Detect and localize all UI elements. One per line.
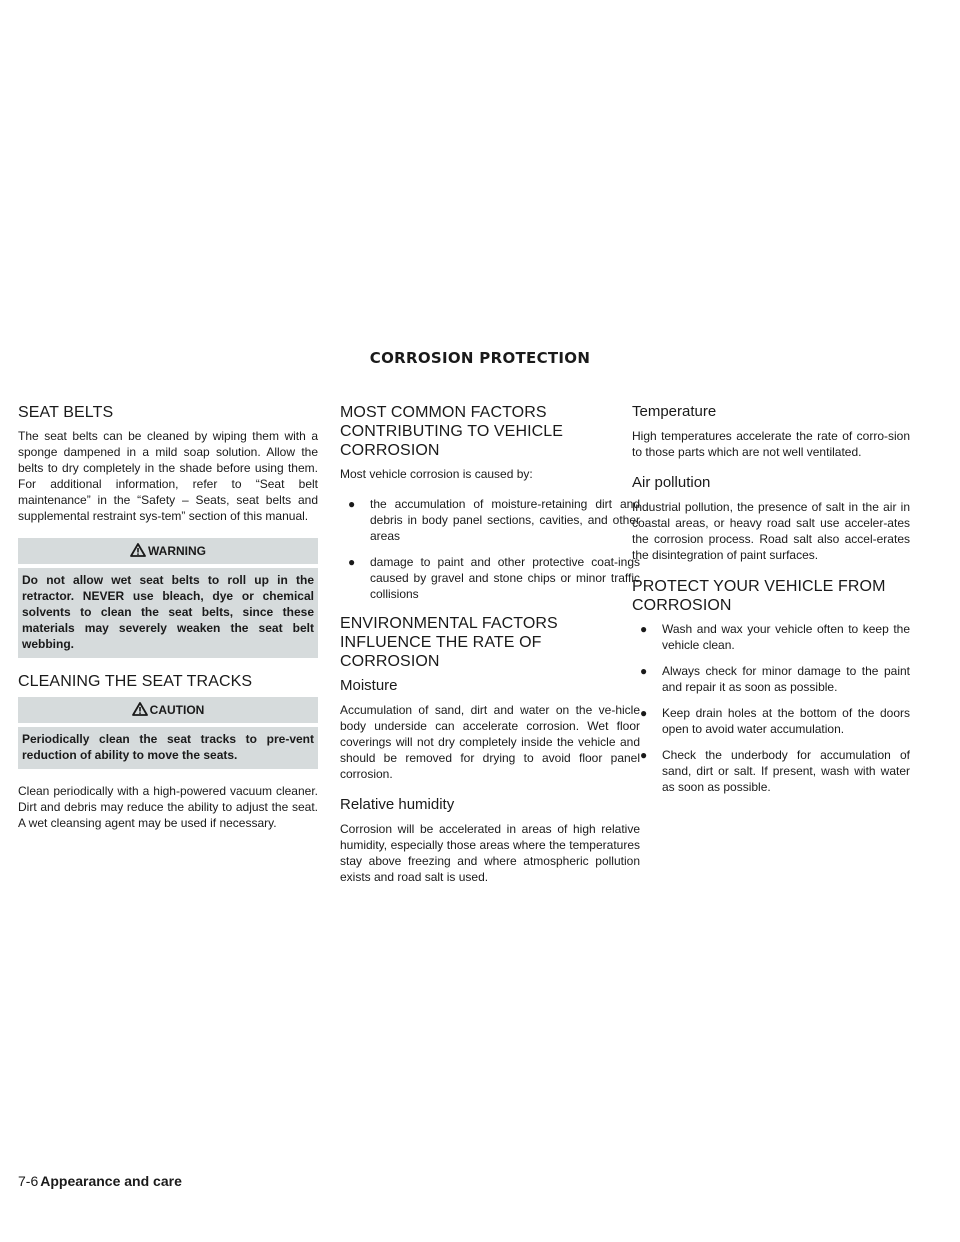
bullet-icon: ● bbox=[640, 622, 648, 636]
common-factors-list bbox=[340, 496, 640, 602]
caution-box bbox=[18, 697, 318, 769]
warning-icon bbox=[130, 543, 146, 557]
page-number: 7-6 bbox=[18, 1173, 39, 1189]
humidity-text: Corrosion will be accelerated in areas of high relative humidity, especially those areas where the temperatures stay above freezing and where atmospheric pollution exists and road salt is used. bbox=[340, 822, 640, 884]
caution-icon bbox=[132, 702, 148, 716]
list-item: ● Always check for minor damage to the paint and repair it as soon as possible. bbox=[640, 664, 910, 694]
page-footer bbox=[18, 1173, 182, 1189]
bullet-icon: ● bbox=[348, 497, 356, 511]
moisture-text: Accumulation of sand, dirt and water on the ve-hicle body underside can accelerate corrosion. Wet floor coverings will not dry completely inside the vehicle and should be removed for drying to avoid floor panel corrosion. bbox=[340, 703, 640, 781]
air-pollution-text: Industrial pollution, the presence of salt in the air in coastal areas, or heavy road salt use acceler-ates the corrosion process. Road salt also accel-erates the disintegration of paint surfaces. bbox=[632, 500, 910, 562]
column-left bbox=[18, 403, 318, 845]
caution-header bbox=[18, 697, 318, 723]
temperature-title: Temperature bbox=[632, 403, 717, 420]
caution-text: Periodically clean the seat tracks to pre-vent reduction of ability to move the seats. bbox=[18, 727, 318, 769]
moisture-title: Moisture bbox=[340, 677, 398, 694]
air-pollution-title: Air pollution bbox=[632, 474, 711, 491]
seat-belts-text: The seat belts can be cleaned by wiping them with a sponge dampened in a mild soap solution. Allow the belts to dry completely in the shade before using them. For additional information, refer to “Seat belt maintenance” in the “Safety – Seats, seat belts and supplemental restraint sys-tem” section of this manual. bbox=[18, 429, 318, 523]
list-item: ● Keep drain holes at the bottom of the doors open to avoid water accumulation. bbox=[640, 706, 910, 736]
protect-list bbox=[632, 621, 910, 795]
common-factors-intro: Most vehicle corrosion is caused by: bbox=[340, 467, 533, 481]
bullet-icon: ● bbox=[640, 706, 648, 720]
column-middle bbox=[340, 403, 640, 899]
list-item: ● Wash and wax your vehicle often to keep the vehicle clean. bbox=[640, 622, 910, 652]
page-heading: CORROSION PROTECTION bbox=[369, 349, 591, 367]
seat-tracks-text: Clean periodically with a high-powered vacuum cleaner. Dirt and debris may reduce the ability to adjust the seat. A wet cleansing agent may be used if necessary. bbox=[18, 784, 318, 830]
bullet-icon: ● bbox=[348, 555, 356, 569]
list-item: ● the accumulation of moisture-retaining dirt and debris in body panel sections, cavities, and other areas bbox=[348, 497, 640, 543]
column-right bbox=[632, 403, 910, 807]
seat-belts-title: SEAT BELTS bbox=[18, 404, 114, 421]
warning-header bbox=[18, 538, 318, 564]
caution-label: CAUTION bbox=[149, 703, 205, 717]
common-factors-title: MOST COMMON FACTORS CONTRIBUTING TO VEHICLE CORROSION bbox=[340, 404, 564, 459]
warning-box bbox=[18, 538, 318, 658]
seat-tracks-title: CLEANING THE SEAT TRACKS bbox=[18, 673, 253, 690]
list-item: ● damage to paint and other protective coat-ings caused by gravel and stone chips or minor traffic collisions bbox=[348, 555, 640, 601]
bullet-icon: ● bbox=[640, 748, 648, 762]
temperature-text: High temperatures accelerate the rate of corro-sion to those parts which are not well ventilated. bbox=[632, 429, 910, 459]
chapter-title: Appearance and care bbox=[40, 1173, 182, 1189]
bullet-icon: ● bbox=[640, 664, 648, 678]
protect-title: PROTECT YOUR VEHICLE FROM CORROSION bbox=[632, 578, 886, 614]
humidity-title: Relative humidity bbox=[340, 796, 455, 813]
warning-label: WARNING bbox=[148, 544, 206, 558]
list-item: ● Check the underbody for accumulation of sand, dirt or salt. If present, wash with water as soon as possible. bbox=[640, 748, 910, 794]
environmental-title: ENVIRONMENTAL FACTORS INFLUENCE THE RATE OF CORROSION bbox=[340, 615, 558, 670]
warning-text: Do not allow wet seat belts to roll up in the retractor. NEVER use bleach, dye or chemical solvents to clean the seat belts, since these materials may severely weaken the seat belt webbing. bbox=[18, 568, 318, 658]
